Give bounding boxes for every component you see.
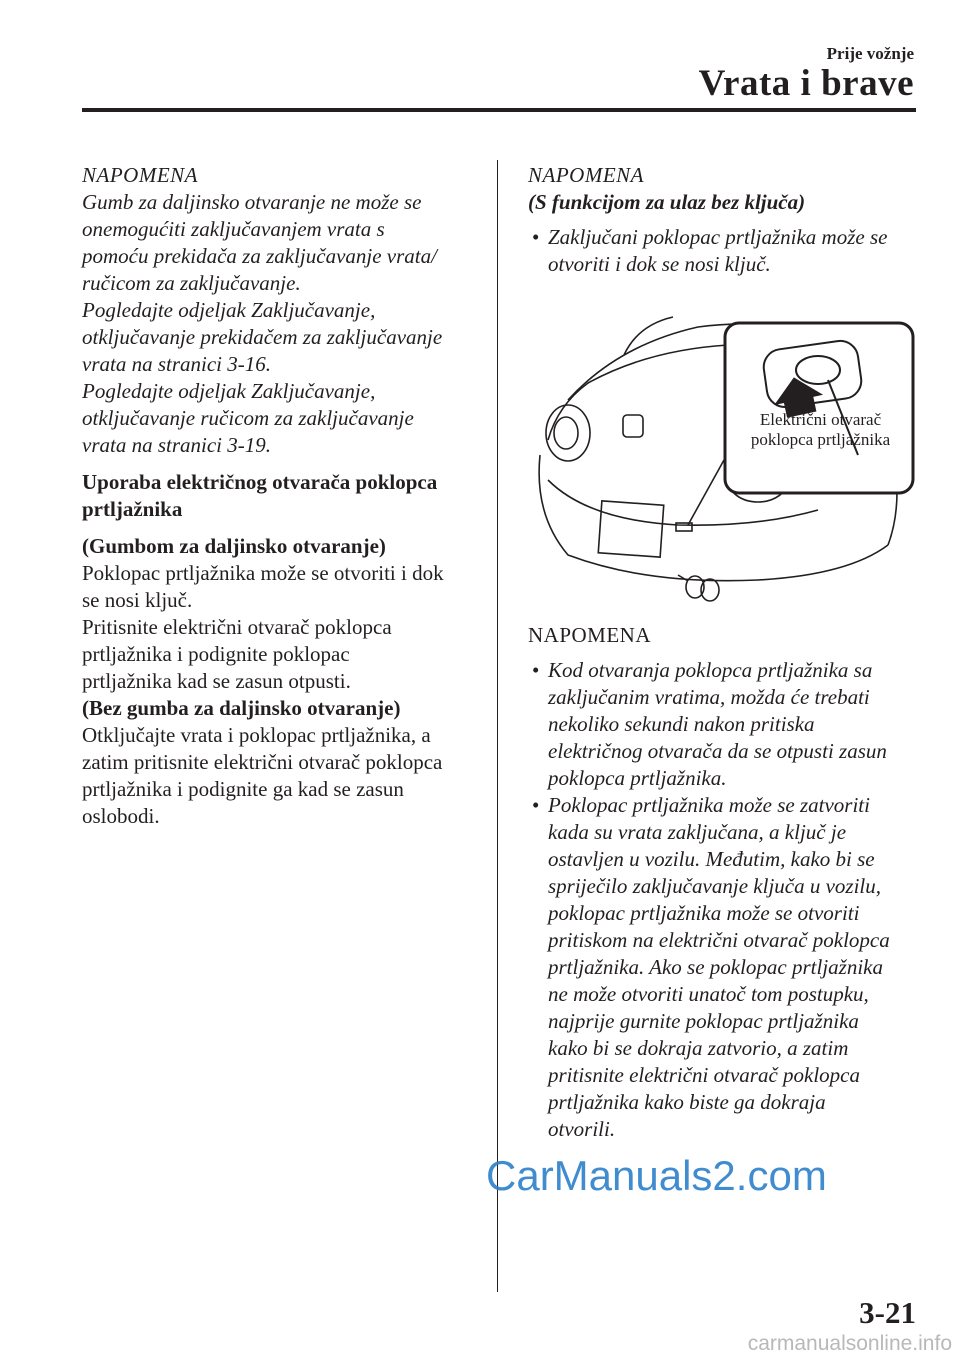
bullet-line: Zaključani poklopac prtljažnika može se [548, 225, 888, 249]
note-title: NAPOMENA [528, 623, 652, 647]
bullet-glyph: • [532, 225, 540, 249]
header-divider [82, 108, 916, 112]
bullet-line: spriječilo zaključavanje ključa u vozilu, [548, 874, 882, 898]
bullet-line: pritiskom na električni otvarač poklopca [548, 928, 890, 952]
note-body [82, 189, 477, 459]
paragraph-line: Poklopac prtljažnika može se otvoriti i dok [82, 561, 444, 585]
paragraph-line: Otključajte vrata i poklopac prtljažnika, a [82, 723, 431, 747]
bullet-line: Poklopac prtljažnika može se zatvoriti [548, 793, 870, 817]
subheading-no-remote: (Bez gumba za daljinsko otvaranje) [82, 696, 401, 720]
bullet-line: najprije gurnite poklopac prtljažnika [548, 1009, 859, 1033]
bullet-line: ne može otvoriti unatoč tom postupku, [548, 982, 869, 1006]
bullet-line: pritisnite električni otvarač poklopca [548, 1063, 861, 1087]
note-line: Pogledajte odjeljak Zaključavanje, [82, 379, 376, 403]
note-line: vrata na stranici 3-16. [82, 352, 271, 376]
note-line: otključavanje prekidačem za zaključavanje [82, 325, 443, 349]
bullet-item [528, 657, 923, 792]
trunk-opener-figure [528, 305, 918, 610]
section-heading: Uporaba električnog otvarača poklopca [82, 470, 438, 494]
note-line: ručicom za zaključavanje. [82, 271, 301, 295]
bullet-glyph: • [532, 658, 540, 682]
paragraph-line: prtljažnika i podignite ga kad se zasun [82, 777, 404, 801]
bullet-line: nekoliko sekundi nakon pritiska [548, 712, 815, 736]
section-label: Prije vožnje [826, 44, 914, 63]
left-column [82, 162, 477, 830]
bullet-line: Kod otvaranja poklopca prtljažnika sa [548, 658, 873, 682]
note-line: pomoću prekidača za zaključavanje vrata/ [82, 244, 437, 268]
note-line: otključavanje ručicom za zaključavanje [82, 406, 414, 430]
note-line: Pogledajte odjeljak Zaključavanje, [82, 298, 376, 322]
page-number: 3-21 [859, 1295, 916, 1330]
note-title: NAPOMENA [528, 163, 644, 187]
bullet-line: otvorili. [548, 1117, 616, 1141]
paragraph-line: Pritisnite električni otvarač poklopca [82, 615, 392, 639]
callout-line: poklopca prtljažnika [750, 430, 891, 449]
callout-line: Električni otvarač [759, 410, 882, 429]
note-subtitle: (S funkcijom za ulaz bez ključa) [528, 190, 806, 214]
note-title: NAPOMENA [82, 163, 198, 187]
section-heading: prtljažnika [82, 497, 183, 521]
paragraph-line: prtljažnika i podignite poklopac [82, 642, 350, 666]
bullet-line: električnog otvarača da se otpusti zasun [548, 739, 887, 763]
car-rear-illustration [528, 305, 918, 610]
right-column-top [528, 162, 923, 278]
paragraph-line: oslobodi. [82, 804, 160, 828]
paragraph-line: zatim pritisnite električni otvarač poklopca [82, 750, 443, 774]
paragraph-line: prtljažnika kad se zasun otpusti. [82, 669, 351, 693]
bullet-line: prtljažnika. Ako se poklopac prtljažnika [548, 955, 883, 979]
bullet-line: kako bi se dokraja zatvorio, a zatim [548, 1036, 849, 1060]
note-line: onemogućiti zaključavanjem vrata s [82, 217, 385, 241]
watermark-logo: CarManuals2.com [486, 1152, 827, 1199]
bullet-item [528, 792, 923, 1143]
note-line: vrata na stranici 3-19. [82, 433, 271, 457]
bullet-line: kada su vrata zaključana, a ključ je [548, 820, 847, 844]
watermark-footer: carmanualsonline.info [747, 1332, 952, 1355]
note-line: Gumb za daljinsko otvaranje ne može se [82, 190, 422, 214]
figure-callout-label [733, 410, 908, 450]
right-column-bottom [528, 622, 923, 1143]
bullet-glyph: • [532, 793, 540, 817]
bullet-line: zaključanim vratima, možda će trebati [548, 685, 870, 709]
bullet-line: poklopac prtljažnika može se otvoriti [548, 901, 860, 925]
page-title: Vrata i brave [698, 63, 914, 104]
subheading-remote: (Gumbom za daljinsko otvaranje) [82, 534, 386, 558]
bullet-line: otvoriti i dok se nosi ključ. [548, 252, 771, 276]
column-divider [497, 160, 498, 1292]
paragraph-line: se nosi ključ. [82, 588, 193, 612]
bullet-line: poklopca prtljažnika. [548, 766, 727, 790]
bullet-line: ostavljen u vozilu. Međutim, kako bi se [548, 847, 875, 871]
bullet-item [528, 224, 923, 278]
bullet-line: prtljažnika kako biste ga dokraja [548, 1090, 826, 1114]
